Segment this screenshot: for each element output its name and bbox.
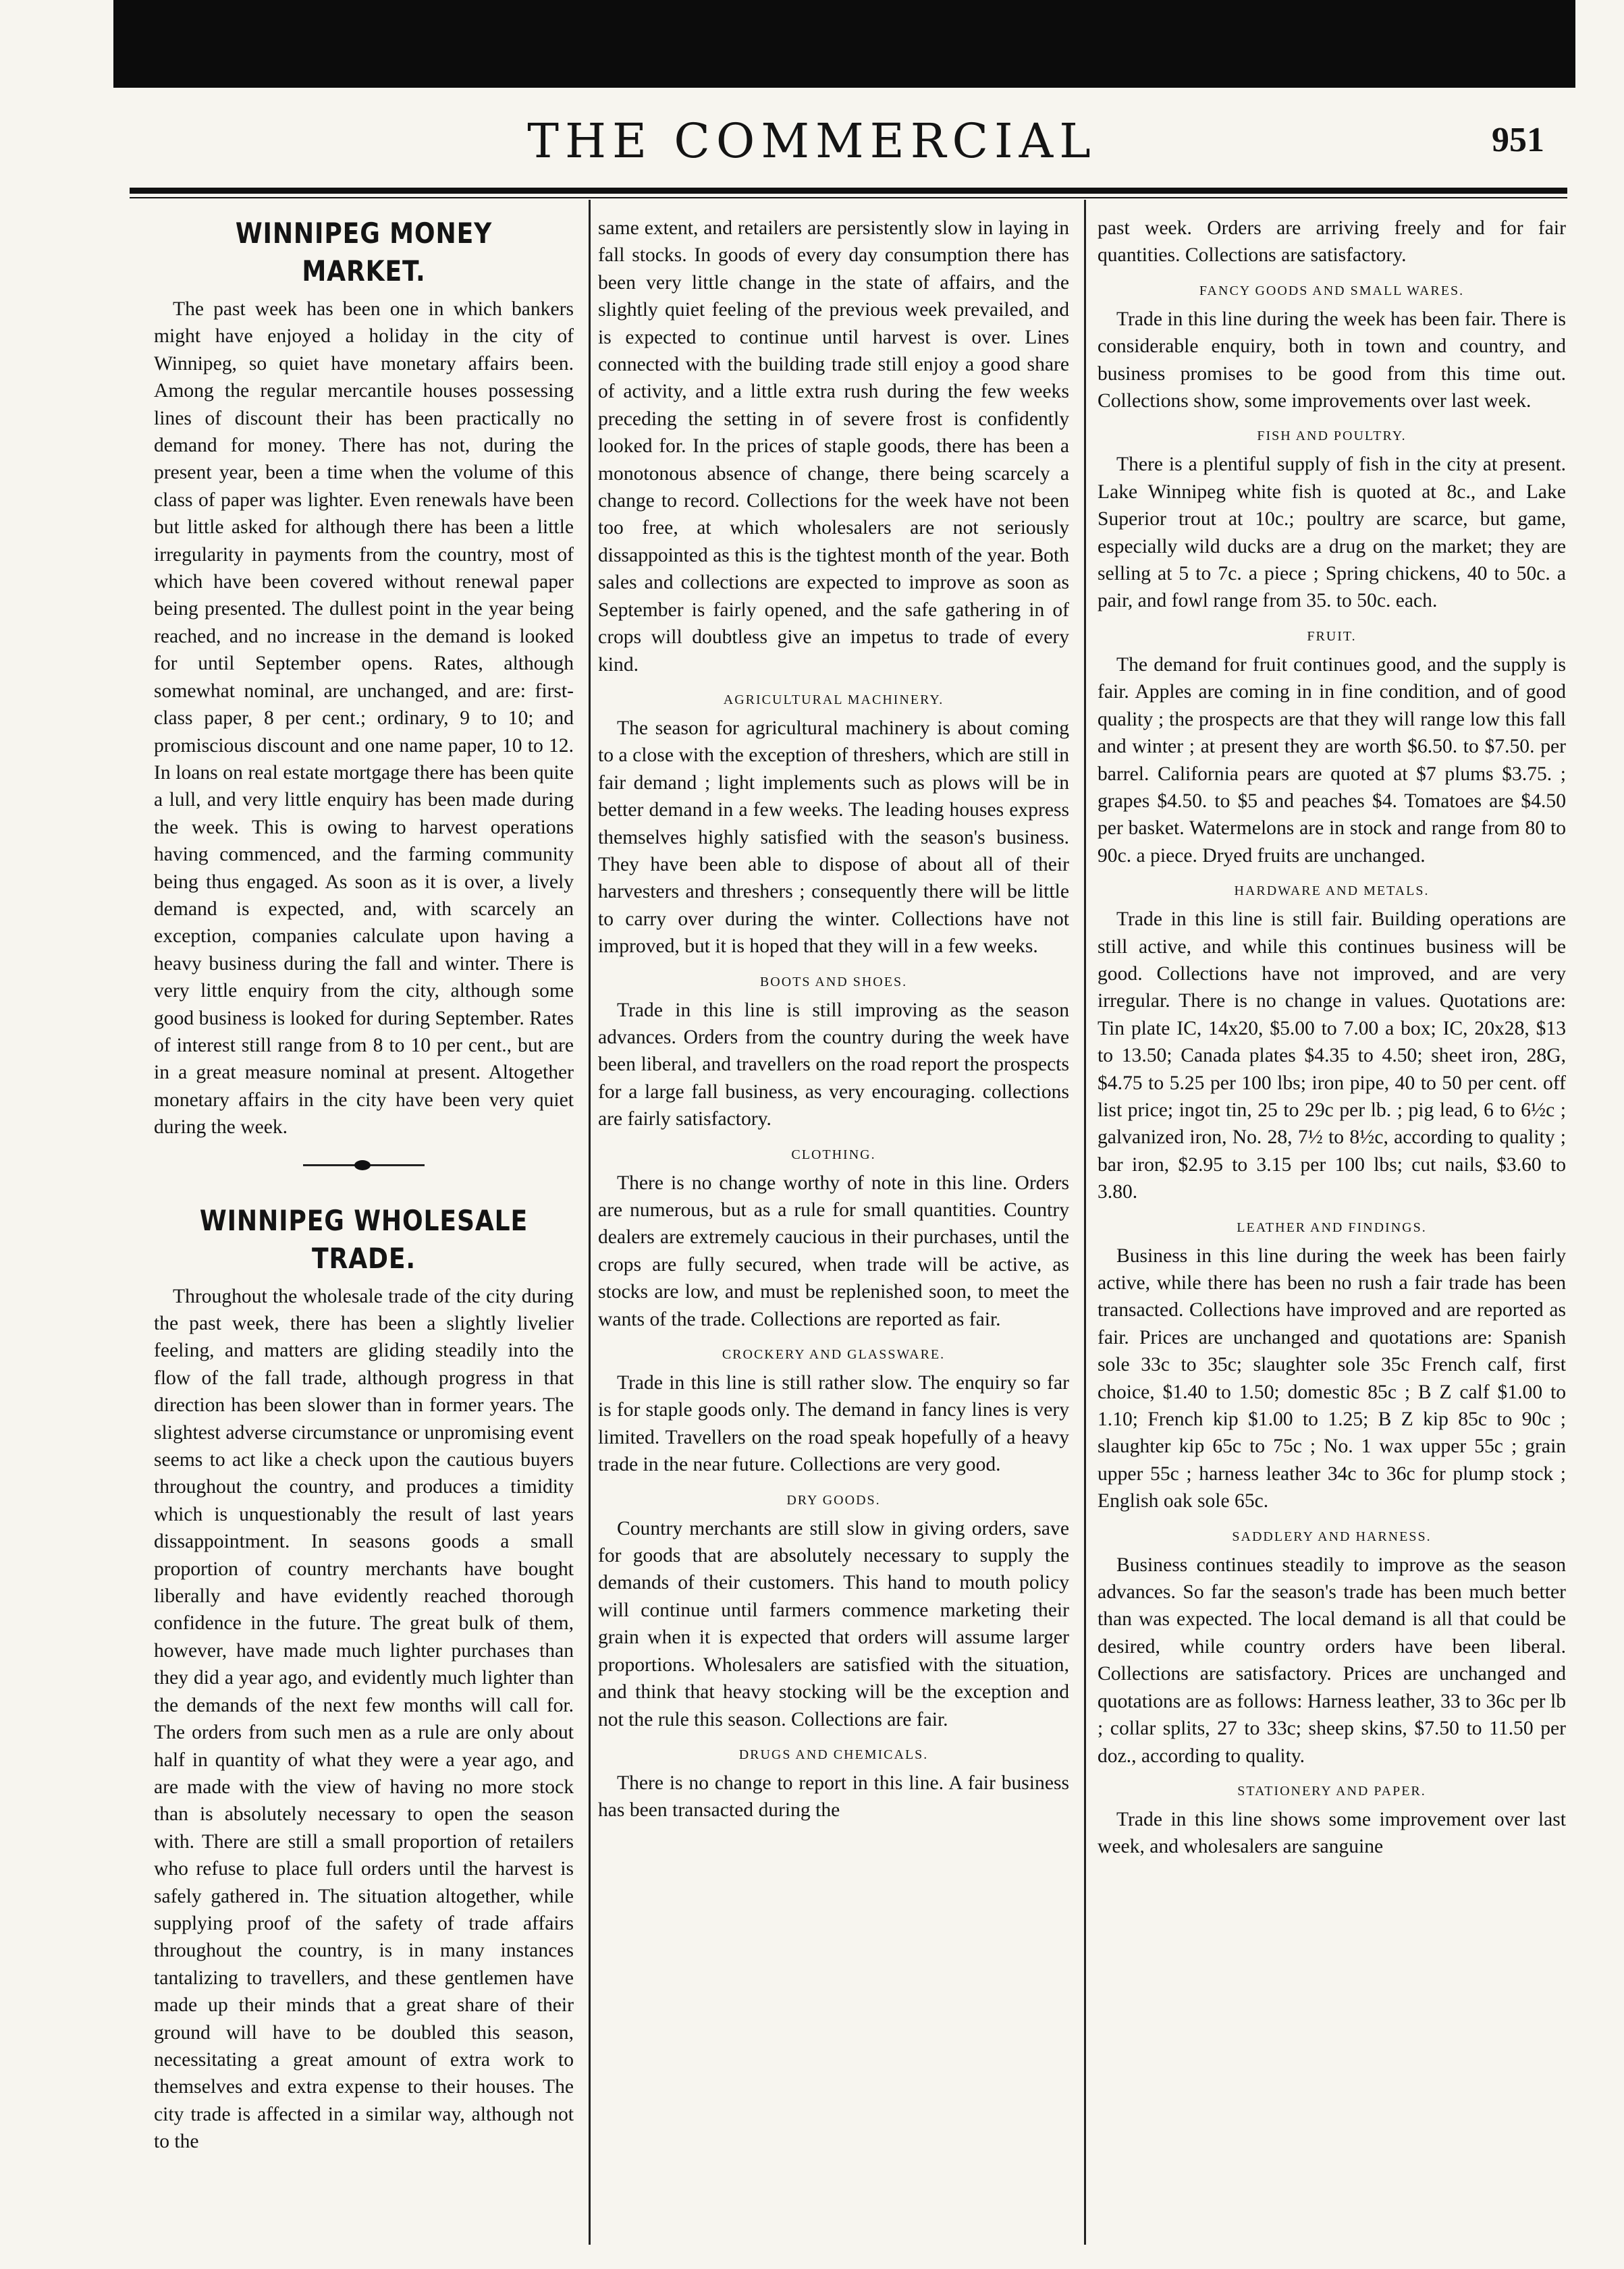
section-heading: FANCY GOODS AND SMALL WARES. [1199, 283, 1465, 298]
section-heading: HARDWARE AND METALS. [1234, 883, 1430, 899]
section-heading: DRUGS AND CHEMICALS. [738, 1747, 929, 1762]
top-scan-bar [113, 0, 1575, 88]
section-heading: CLOTHING. [791, 1147, 876, 1162]
article-paragraph: Trade in this line shows some improvement over last week, and wholesalers are sanguine [1098, 1808, 1566, 1858]
section-heading: STATIONERY AND PAPER. [1237, 1783, 1426, 1799]
article-paragraph: Business continues steadily to improve as the season advances. So far the season's trade has been much better than was expected. The local demand is all that could be desired, while country orders have been liberal. Collections are satisfactory. Prices are unchanged and quotations are as follows: Harness leather, 33 to 36c per lb ; collar splits, 27 to 33c; sheep skins, $7.50 to 11.50 per doz., according to quality. [1098, 1554, 1566, 1767]
article-paragraph: The season for agricultural machinery is about coming to a close with the exception of threshers, which are still in fair demand ; light implements such as plows will be in better demand in a few weeks. The leading houses express themselves highly satisfied with the season's business. They have been able to dispose of about all of their harvesters and threshers ; consequently there will be little to carry over during the winter. Collections have not improved, but it is hoped that they will in a few weeks. [598, 717, 1069, 958]
section-heading: LEATHER AND FINDINGS. [1237, 1220, 1427, 1235]
article-paragraph: Throughout the wholesale trade of the city during the past week, there has been a slightly livelier feeling, and matters are gliding steadily into the flow of the fall trade, although progress in that direction has been slower than in former years. The slightest adverse circumstance or unpromising event seems to act like a check upon the cautious buyers throughout the country, and produces a timidity which is unquestionably the result of last years dissappointment. In seasons goods a small proportion of country merchants have bought liberally and have evidently reached thorough confidence in the future. The great bulk of them, however, have made much lighter purchases than they did a year ago, and evidently much lighter than the demands of the next few months will call for. The orders from such men as a rule are only about half in quantity of what they were a year ago, and are made with the view of having no more stock than is absolutely necessary to open the season with. There are still a small proportion of retailers who refuse to place full orders until the harvest is safely gathered in. The situation altogether, while supplying proof of the safety of trade affairs throughout the country, is in many instances tantalizing to travellers, and these gentlemen have made up their minds that a great share of their ground will have to be doubled this season, necessitating a great amount of extra work to themselves and extra expense to their houses. The city trade is affected in a similar way, although not to the [154, 1285, 574, 2153]
header-rule-thin [130, 197, 1567, 198]
article-paragraph: There is no change worthy of note in this line. Orders are numerous, but as a rule for small quantities. Country dealers are extremely caucious in their purchases, until the crops are fully secured, when trade will be active, as stocks are low, and must be replenished soon, to meet the wants of the trade. Collections are reported as fair. [598, 1172, 1069, 1330]
section-heading: CROCKERY AND GLASSWARE. [722, 1347, 946, 1363]
article-paragraph: Business in this line during the week has been fairly active, while there has been no rush a fair trade has been transacted. Collections have improved and are reported as fair. Prices are unchanged and quotations are: Spanish sole 33c to 35c; slaughter sole 35c French calf, first choice, $1.40 to 1.50; domestic 85c ; B Z calf $1.00 to 1.10; French kip $1.00 to 1.25; B Z kip 85c to 90c ; slaughter kip 65c to 75c ; No. 1 wax upper 55c ; grain upper 55c ; harness leather 34c to 36c for plump stock ; English oak sole 65c. [1098, 1245, 1566, 1512]
section-heading: AGRICULTURAL MACHINERY. [723, 692, 944, 707]
article-paragraph: same extent, and retailers are persistently slow in laying in fall stocks. In goods of every day consumption there has been very little change in the state of affairs, and the slightly quiet feeling of the previous week prevailed, and is expected to continue until harvest is over. Lines connected with the building trade still enjoy a good share of activity, and a little extra rush during the few weeks preceding the setting in of severe frost is confidently looked for. In the prices of staple goods, there has been a monotonous absence of change, there being scarcely a change to record. Collections for the week have not been too free, at which wholesalers are not seriously dissappointed as this is the tightest month of the year. Both sales and collections are expected to improve as soon as September is fairly opened, and the safe gathering in of crops will doubtless give an impetus to trade of every kind. [598, 217, 1069, 676]
article-paragraph: Trade in this line is still improving as the season advances. Orders from the country during the week have been liberal, and travellers on the road report the prospects for a large fall business, as very encouraging. collections are fairly satisfactory. [598, 999, 1069, 1130]
section-divider [154, 1149, 574, 1183]
page-title: THE COMMERCIAL [527, 113, 1097, 169]
section-heading: BOOTS AND SHOES. [759, 974, 908, 989]
article-paragraph: The past week has been one in which bankers might have enjoyed a holiday in the city of Winnipeg, so quiet have monetary affairs been. Among the regular mercantile houses possessing lines of discount their has been practically no demand for money. There has not, during the present year, been a time when the volume of this class of paper was lighter. Even renewals have been but little asked for although there has been a little irregularity in payments from the country, most of which have been covered without renewal paper being presented. The dullest point in the year being reached, and no increase in the demand is looked for until September opens. Rates, although somewhat nominal, are unchanged, and are: first-class paper, 8 per cent.; ordinary, 9 to 10; and promiscious discount and one name paper, 10 to 12. In loans on real estate mortgage there has been quite a lull, and very little enquiry has been made during the week. This is owing to harvest operations having commenced, and the farming community being thus engaged. As soon as it is over, a lively demand is expected, and, with scarcely an exception, companies calculate upon having a heavy business during the fall and winter. There is very little enquiry from the city, although some good business is looked for during September. Rates of interest still range from 8 to 10 per cent., but are in a great measure nominal at present. Altogether monetary affairs in the city have been very quiet during the week. [154, 298, 574, 1139]
section-heading: DRY GOODS. [786, 1492, 881, 1508]
page-number: 951 [1492, 121, 1544, 159]
section-heading: FISH AND POULTRY. [1257, 429, 1407, 444]
article-paragraph: There is no change to report in this line. A fair business has been transacted during the [598, 1772, 1069, 1822]
article-heading: WINNIPEG WHOLESALE TRADE. [199, 1203, 529, 1275]
column-1 [154, 215, 574, 2156]
section-heading: SADDLERY AND HARNESS. [1232, 1529, 1432, 1544]
article-paragraph: Trade in this line is still rather slow. The enquiry so far is for staple goods only. The demand in fancy lines is very limited. Travellers on the road speak hopefully of a heavy trade in the near future. Collections are very good. [598, 1372, 1069, 1476]
column-3 [1098, 215, 1566, 1861]
article-paragraph: Trade in this line is still fair. Building operations are still active, and while this continues business will be good. Collections have not improved, and are very irregular. There is no change in values. Quotations are: Tin plate IC, 14x20, $5.00 to 7.00 a box; IC, 20x28, $13 to 13.50; Canada plates $4.35 to 4.50; sheet iron, 28G, $4.75 to 5.25 per 100 lbs; iron pipe, 40 to 50 per cent. off list price; ingot tin, 25 to 29c per lb. ; pig lead, 6 to 6½c ; galvanized iron, No. 28, 7½ to 8½c, according to quality ; bar iron, $2.95 to 3.15 per 100 lbs; cut nails, $3.60 to 3.80. [1098, 908, 1566, 1203]
article-paragraph: The demand for fruit continues good, and the supply is fair. Apples are coming in in fine condition, and of good quality ; the prospects are that they will range low this fall and winter ; at present they are worth $6.50. to $7.50. per barrel. California pears are quoted at $7 plums $3.75. ; grapes $4.50. to $5 and peaches $4. Tomatoes are $4.50 per basket. Watermelons are in stock and range from 80 to 90c. a piece. Dryed fruits are unchanged. [1098, 653, 1566, 867]
article-paragraph: Country merchants are still slow in giving orders, save for goods that are absolutely necessary to supply the demands of their customers. This hand to mouth policy will continue until farmers commence marketing their grain when it is expected that orders will assume larger proportions. Wholesalers are satisfied with the situation, and think that heavy stocking will be the exception and not the rule this season. Collections are fair. [598, 1517, 1069, 1730]
article-paragraph: There is a plentiful supply of fish in the city at present. Lake Winnipeg white fish is quoted at 8c., and Lake Superior trout at 10c.; poultry are scarce, but game, especially wild ducks are a drug on the market; they are selling at 5 to 7c. a piece ; Spring chickens, 40 to 50c. a pair, and fowl range from 35. to 50c. each. [1098, 454, 1566, 612]
article-paragraph: past week. Orders are arriving freely and for fair quantities. Collections are satisfactory. [1098, 217, 1566, 267]
article-paragraph: Trade in this line during the week has been fair. There is considerable enquiry, both in town and country, and business promises to be good from this time out. Collections show, some improvements over last week. [1098, 308, 1566, 412]
column-divider [589, 200, 591, 2245]
column-divider [1084, 200, 1086, 2245]
header-rule [130, 188, 1567, 194]
article-heading: WINNIPEG MONEY MARKET. [235, 217, 493, 288]
column-2 [598, 215, 1069, 1824]
section-heading: FRUIT. [1307, 628, 1357, 644]
